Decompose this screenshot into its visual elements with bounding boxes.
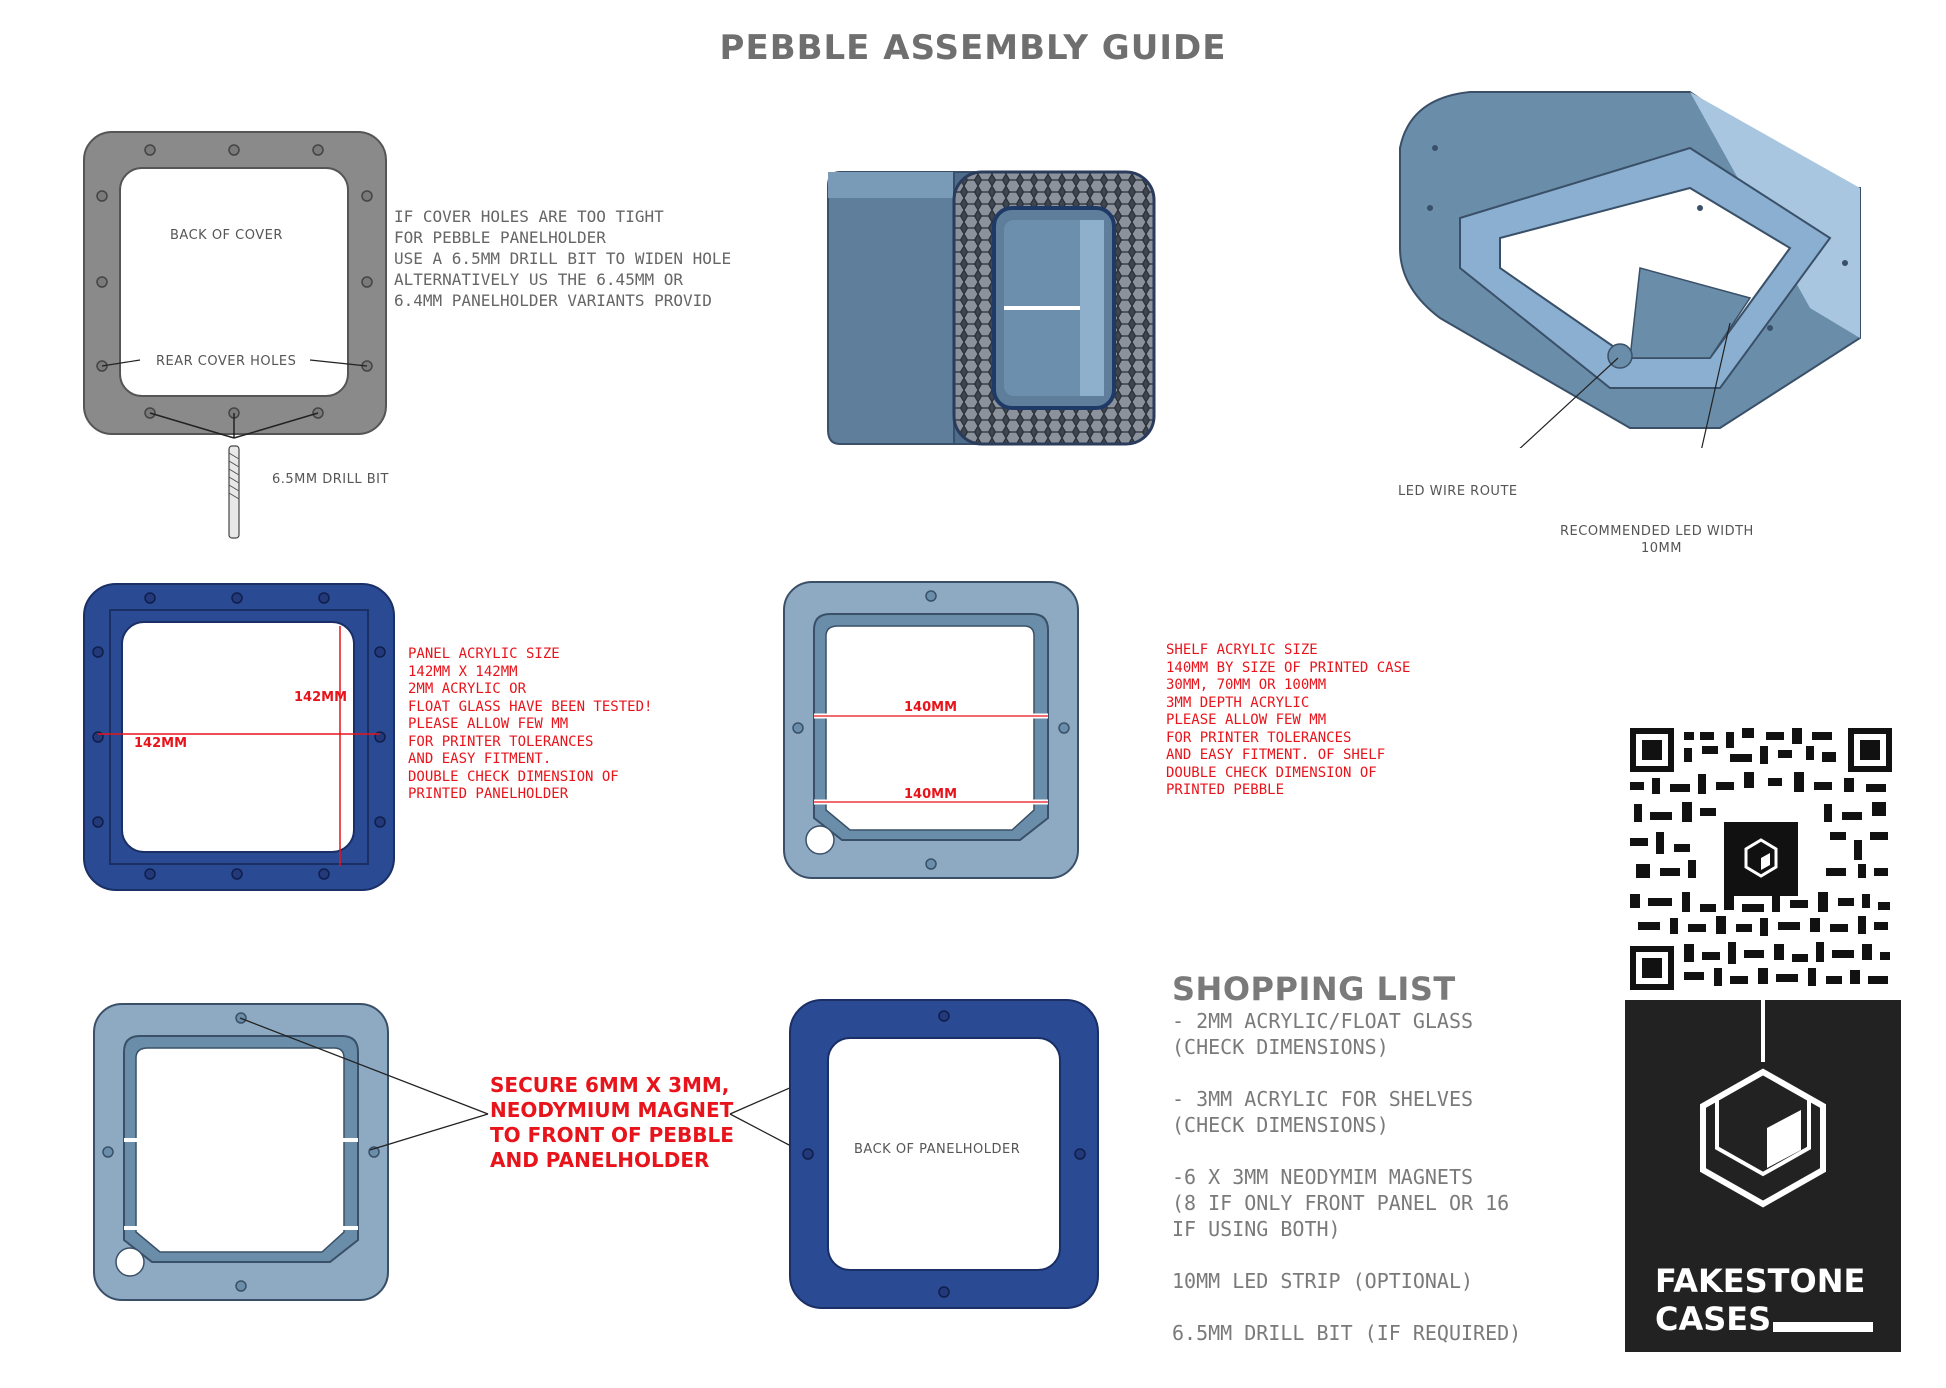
back-of-panelholder-label: BACK OF PANELHOLDER <box>854 1142 1021 1157</box>
note-line: FOR PRINTER TOLERANCES <box>1166 729 1352 746</box>
note-line: NEODYMIUM MAGNET <box>490 1098 734 1122</box>
note-line: ALTERNATIVELY US THE 6.45MM OR <box>394 270 683 289</box>
note-line: SHELF ACRYLIC SIZE <box>1166 642 1318 658</box>
panel-holder-diagram <box>80 580 400 894</box>
magnet-note <box>490 1073 734 1173</box>
note-line: 142MM X 142MM <box>408 663 518 680</box>
note-line: DOUBLE CHECK DIMENSION OF <box>408 768 619 785</box>
note-line: 6.4MM PANELHOLDER VARIANTS PROVID <box>394 291 712 310</box>
brand-underline <box>1773 1322 1873 1332</box>
note-line: PRINTED PANELHOLDER <box>408 786 569 802</box>
shelf-dim-top: 140MM <box>904 700 958 715</box>
list-item: 6.5MM DRILL BIT (IF REQUIRED) <box>1172 1321 1522 1345</box>
shopping-list <box>1172 1008 1592 1346</box>
note-line: FOR PEBBLE PANELHOLDER <box>394 228 606 247</box>
recommended-led-value: 10MM <box>1641 541 1682 556</box>
note-line: AND PANELHOLDER <box>490 1148 710 1172</box>
note-line: USE A 6.5MM DRILL BIT TO WIDEN HOLE <box>394 249 732 268</box>
fakestone-logo <box>1625 1000 1901 1352</box>
led-wire-route-label: LED WIRE ROUTE <box>1398 484 1518 499</box>
note-line: 2MM ACRYLIC OR <box>408 681 527 697</box>
note-line: AND EASY FITMENT. OF SHELF <box>1166 747 1386 763</box>
page-title: PEBBLE ASSEMBLY GUIDE <box>719 28 1227 68</box>
panel-dim-horizontal: 142MM <box>134 736 188 751</box>
cover-hole-note <box>394 206 731 311</box>
recommended-led-label: RECOMMENDED LED WIDTH <box>1560 524 1754 539</box>
shopping-list-title: SHOPPING LIST <box>1172 970 1456 1008</box>
note-line: SECURE 6MM X 3MM, <box>490 1073 730 1097</box>
note-line: IF COVER HOLES ARE TOO TIGHT <box>394 207 664 226</box>
note-line: TO FRONT OF PEBBLE <box>490 1123 734 1147</box>
rear-cover-holes-label: REAR COVER HOLES <box>156 354 297 369</box>
note-line: DOUBLE CHECK DIMENSION OF <box>1166 764 1377 781</box>
list-item: - 2MM ACRYLIC/FLOAT GLASS (CHECK DIMENSIONS) <box>1172 1009 1474 1059</box>
case-3d-view <box>1390 88 1870 448</box>
list-item: - 3MM ACRYLIC FOR SHELVES (CHECK DIMENSIONS) <box>1172 1087 1474 1137</box>
panel-note <box>408 646 652 804</box>
hexagon-logo-icon <box>1625 1000 1901 1220</box>
note-line: FLOAT GLASS HAVE BEEN TESTED! <box>408 698 653 715</box>
shelf-note <box>1166 642 1410 800</box>
note-line: 140MM BY SIZE OF PRINTED CASE <box>1166 659 1411 676</box>
note-line: PANEL ACRYLIC SIZE <box>408 646 560 662</box>
pebble-side-view <box>824 168 1164 448</box>
drill-bit-label: 6.5MM DRILL BIT <box>272 472 389 487</box>
qr-code[interactable] <box>1630 728 1892 990</box>
panel-dim-vertical: 142MM <box>294 690 348 705</box>
shelf-frame-diagram <box>780 578 1082 884</box>
brand-line1: FAKESTONE <box>1655 1262 1866 1300</box>
note-line: 3MM DEPTH ACRYLIC <box>1166 694 1310 711</box>
list-item: 10MM LED STRIP (OPTIONAL) <box>1172 1269 1474 1293</box>
shelf-dim-bottom: 140MM <box>904 787 958 802</box>
back-of-cover-label: BACK OF COVER <box>170 228 283 243</box>
brand-line2: CASES <box>1655 1300 1772 1338</box>
note-line: 30MM, 70MM OR 100MM <box>1166 677 1327 693</box>
note-line: FOR PRINTER TOLERANCES <box>408 733 594 750</box>
note-line: AND EASY FITMENT. <box>408 751 552 767</box>
note-line: PLEASE ALLOW FEW MM <box>408 716 569 732</box>
note-line: PRINTED PEBBLE <box>1166 782 1285 798</box>
note-line: PLEASE ALLOW FEW MM <box>1166 712 1327 728</box>
list-item: -6 X 3MM NEODYMIM MAGNETS (8 IF ONLY FRONT PANEL OR 16 IF USING BOTH) <box>1172 1165 1510 1241</box>
